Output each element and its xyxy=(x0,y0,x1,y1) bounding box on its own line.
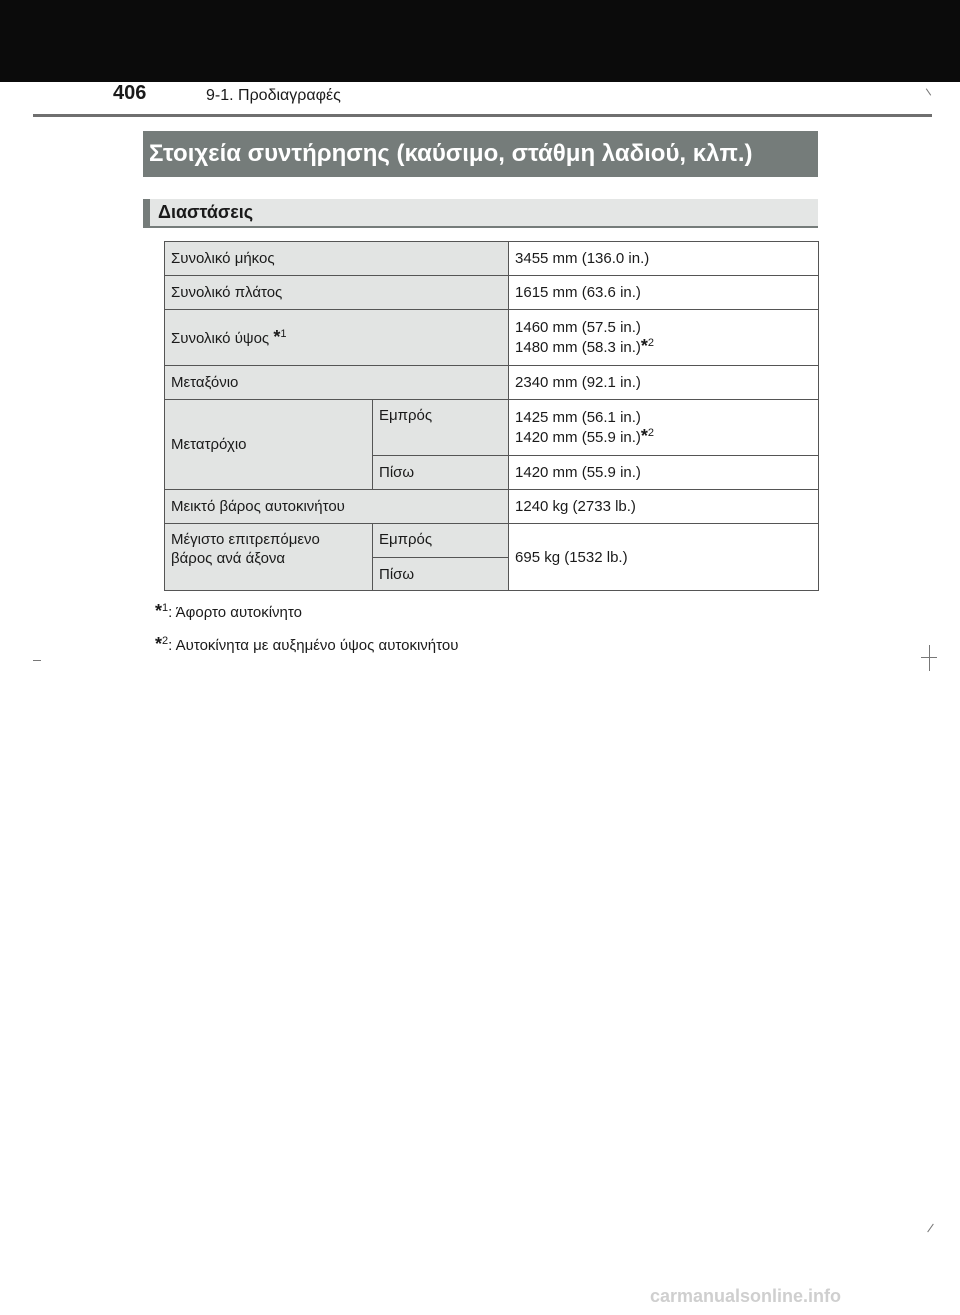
row-value: 695 kg (1532 lb.) xyxy=(509,524,819,591)
table-row xyxy=(165,310,819,366)
table-row xyxy=(165,242,819,276)
crop-mark xyxy=(33,660,41,661)
header-rule xyxy=(33,114,932,117)
row-label: Συνολικό πλάτος xyxy=(165,276,509,310)
footnote-2: *$^2$: Αυτοκίνητα με αυξημένο ύψος αυτοκινήτου xyxy=(155,634,459,654)
footnote-1: *$^1$: Άφορτο αυτοκίνητο xyxy=(155,601,302,621)
page-number: 406 xyxy=(113,82,147,104)
row-value: 1420 mm (55.9 in.) xyxy=(509,456,819,490)
crop-mark xyxy=(929,645,930,671)
row-value: 1240 kg (2733 lb.) xyxy=(509,490,819,524)
top-black-bar xyxy=(0,0,960,82)
row-sublabel: Εμπρός xyxy=(373,400,509,456)
row-label: Μεταξόνιο xyxy=(165,366,509,400)
table-row xyxy=(165,366,819,400)
table-row xyxy=(165,400,819,456)
chapter-title: 9-1. Προδιαγραφές xyxy=(206,87,341,104)
dimensions-table xyxy=(164,241,819,591)
footnote-ref: 2 xyxy=(647,337,655,349)
subheading: Διαστάσεις xyxy=(143,199,818,228)
row-label: Μέγιστο επιτρεπόμενο βάρος ανά άξονα xyxy=(165,524,373,591)
footnote-star: * xyxy=(640,426,648,446)
section-title: Στοιχεία συντήρησης (καύσιμο, στάθμη λαδιού, κλπ.) xyxy=(143,131,818,177)
row-value: 2340 mm (92.1 in.) xyxy=(509,366,819,400)
row-sublabel: Πίσω xyxy=(373,456,509,490)
row-value: 1460 mm (57.5 in.) 1480 mm (58.3 in.)*$^2$ xyxy=(509,310,819,366)
footnote-star: * xyxy=(273,326,281,347)
watermark: carmanualsonline.info xyxy=(650,1286,842,1306)
row-value: 3455 mm (136.0 in.) xyxy=(509,242,819,276)
table-row xyxy=(165,490,819,524)
row-sublabel: Πίσω xyxy=(373,558,509,591)
table-row xyxy=(165,524,819,558)
footnote-ref: 1 xyxy=(280,327,287,340)
row-sublabel: Εμπρός xyxy=(373,524,509,558)
row-label: Μεικτό βάρος αυτοκινήτου xyxy=(165,490,509,524)
crop-mark xyxy=(926,88,931,95)
footnote-ref: 2 xyxy=(647,427,655,439)
table-row xyxy=(165,276,819,310)
row-value: 1615 mm (63.6 in.) xyxy=(509,276,819,310)
footnote-star: * xyxy=(640,336,648,356)
row-label: Μετατρόχιο xyxy=(165,400,373,490)
row-label: Συνολικό ύψος *$^1$ xyxy=(165,310,509,366)
crop-mark xyxy=(927,1224,934,1233)
row-value: 1425 mm (56.1 in.) 1420 mm (55.9 in.)*$^2$ xyxy=(509,400,819,456)
row-label: Συνολικό μήκος xyxy=(165,242,509,276)
